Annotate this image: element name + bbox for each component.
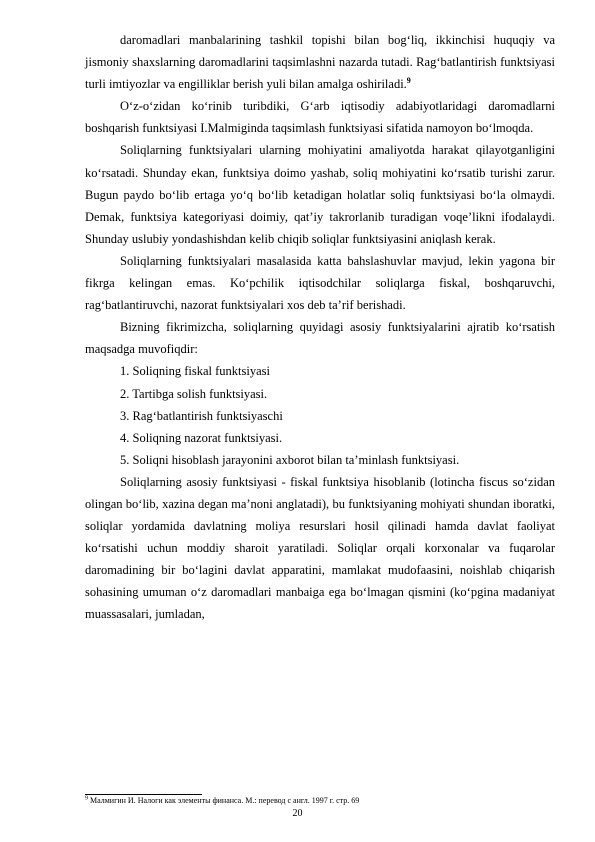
footnote-separator [85, 794, 202, 795]
paragraph-6: Soliqlarning asosiy funktsiyasi - fiskal funktsiya hisoblanib (lotincha fiscus so‘zidan olingan bo‘lib, xazina degan ma’noni anglatadi), bu funktsiyaning mohiyati shundan iboratki, soliqlar yordamida davlatning moliya resurslari hosil qilinadi hamda davlat faoliyat ko‘rsatishi uchun moddiy sharoit yaratiladi. Soliqlar orqali korxonalar va fuqarolar daromadining bir bo‘lagini davlat apparatini, mamlakat mudofaasini, noishlab chiqarish sohasining umuman o‘z daromadlari manbaiga ega bo‘lmagan qismini (ko‘pgina madaniyat muassasalari, jumladan, [85, 474, 555, 622]
paragraph-text: daromadlari manbalarining tashkil topishi bilan bog‘liq, ikkinchisi huquqiy va jismoniy shaxslarning daromadlarini taqsimlashni nazarda tutadi. Rag‘batlantirish funktsiyasi turli imtiyozlar va engilliklar berish yuli bilan amalga oshiriladi. [85, 33, 555, 92]
list-item-5: 5. Soliqni hisoblash jarayonini axborot bilan ta’minlash funktsiyasi. [120, 452, 460, 467]
footnote [85, 796, 555, 806]
paragraph-5: Bizning fikrimizcha, soliqlarning quyidagi asosiy funktsiyalarini ajratib ko‘rsatish maqsadga muvofiqdir: [85, 320, 555, 357]
paragraph-2: O‘z-o‘zidan ko‘rinib turibdiki, G‘arb iqtisodiy adabiyotlaridagi daromadlarni boshqarish funktsiyasi I.Malmiginda taqsimlash funktsiyasi sifatida namoyon bo‘lmoqda. [85, 99, 555, 136]
page-number: 20 [292, 808, 303, 819]
footnote-reference: 9 [406, 76, 411, 86]
paragraph-1 [85, 29, 555, 95]
list-item-4: 4. Soliqning nazorat funktsiyasi. [120, 430, 283, 445]
paragraph-4: Soliqlarning funktsiyalari masalasida katta bahslashuvlar mavjud, lekin yagona bir fikrga kelingan emas. Ko‘pchilik iqtisodchilar soliqlarga fiskal, boshqaruvchi, rag‘batlantiruvchi, nazorat funktsiyalari xos deb ta’rif berishadi. [85, 253, 555, 313]
footnote-marker: 9 [85, 795, 88, 802]
footnote-text: Малмигин И. Налоги как элементы финанса. М.: перевод с англ. 1997 г. стр. 69 [88, 796, 360, 805]
paragraph-3: Soliqlarning funktsiyalari ularning mohiyatini amaliyotda harakat qilayotganligini ko‘rsatadi. Shunday ekan, funktsiya doimo yashab, soliq mohiyatini ko‘rsatib turishi zarur. Bugun paydo bo‘lib ertaga yo‘q bo‘lib ketadigan holatlar soliq funktsiyasi bo‘la olmaydi. Demak, funktsiya kategoriyasi doimiy, qat’iy takrorlanib turadigan voqe’likni ifodalaydi. Shunday uslubiy yondashishdan kelib chiqib soliqlar funktsiyasini aniqlash kerak. [85, 143, 555, 246]
list-item-1: 1. Soliqning fiskal funktsiyasi [120, 364, 270, 379]
list-item-3: 3. Rag‘batlantirish funktsiyaschi [120, 408, 283, 423]
list-item-2: 2. Tartibga solish funktsiyasi. [120, 386, 268, 401]
body-text [85, 29, 555, 626]
